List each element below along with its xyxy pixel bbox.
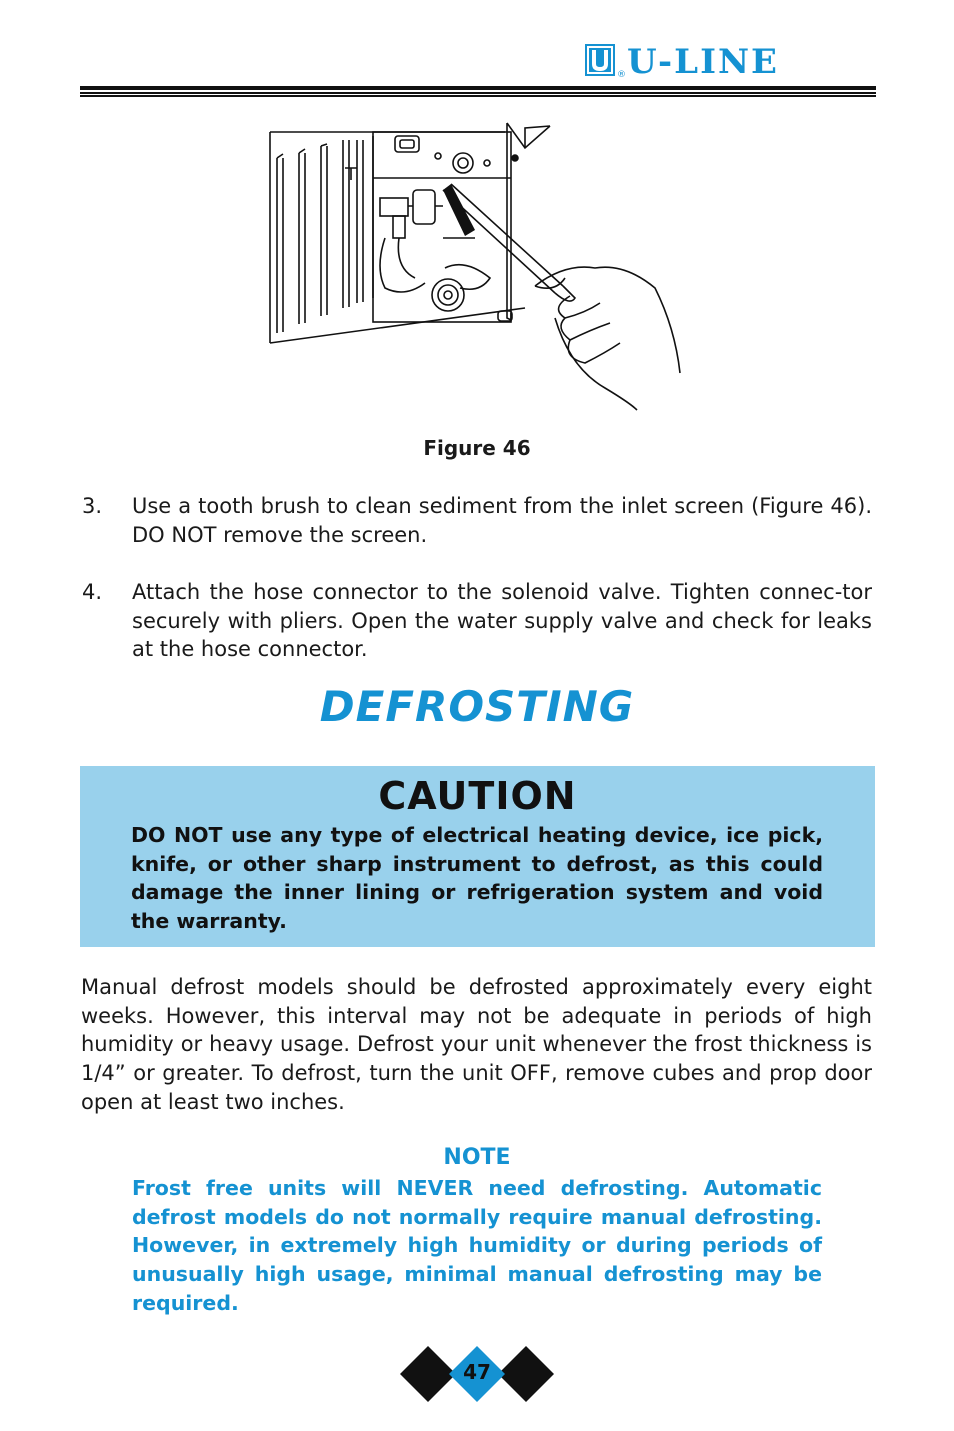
- u-line-logo: [585, 40, 877, 80]
- header-rule-thick: [80, 86, 876, 90]
- step-3: [82, 492, 872, 549]
- defrost-paragraph: Manual defrost models should be defrosted approximately every eight weeks. However, this interval may not be adequate in periods of high humidity or heavy usage. Defrost your unit whenever the frost thickness is 1/4” or greater. To defrost, turn the unit OFF, remove cubes and prop door open at least two inches.: [81, 975, 872, 1114]
- svg-text:®: ®: [617, 70, 626, 80]
- header-rule-thin-1: [80, 92, 876, 94]
- caution-box: [80, 766, 875, 947]
- header-rule-thin-2: [80, 95, 876, 97]
- page-number: 47: [463, 1360, 491, 1384]
- step-text: Attach the hose connector to the solenoid valve. Tighten connec-tor securely with pliers. Open the water supply valve and check for leaks at the hose connector.: [132, 580, 872, 661]
- caution-title: CAUTION: [378, 774, 577, 818]
- note-title: NOTE: [443, 1145, 511, 1170]
- caution-text: [131, 821, 823, 936]
- section-heading: DEFROSTING: [319, 682, 635, 731]
- note-text: Frost free units will NEVER need defrosting. Automatic defrost models do not normally require manual defrosting. However, in extremely high humidity or during periods of unusually high usage, minimal manual defrosting may be required.: [132, 1176, 822, 1315]
- figure-caption: Figure 46: [423, 436, 531, 460]
- caution-lead: DO NOT: [131, 823, 223, 847]
- step-text: Use a tooth brush to clean sediment from the inlet screen (Figure 46). DO NOT remove the screen.: [132, 494, 872, 547]
- step-number: 3.: [82, 494, 103, 518]
- svg-text:U-LINE: U-LINE: [627, 42, 779, 80]
- caution-body: use any type of electrical heating device, ice pick, knife, or other sharp instrument to defrost, as this could damage the inner lining or refrigeration system and void the warranty.: [131, 823, 823, 934]
- figure-46-illustration: [265, 118, 690, 418]
- step-4: [82, 578, 872, 664]
- step-number: 4.: [82, 580, 103, 604]
